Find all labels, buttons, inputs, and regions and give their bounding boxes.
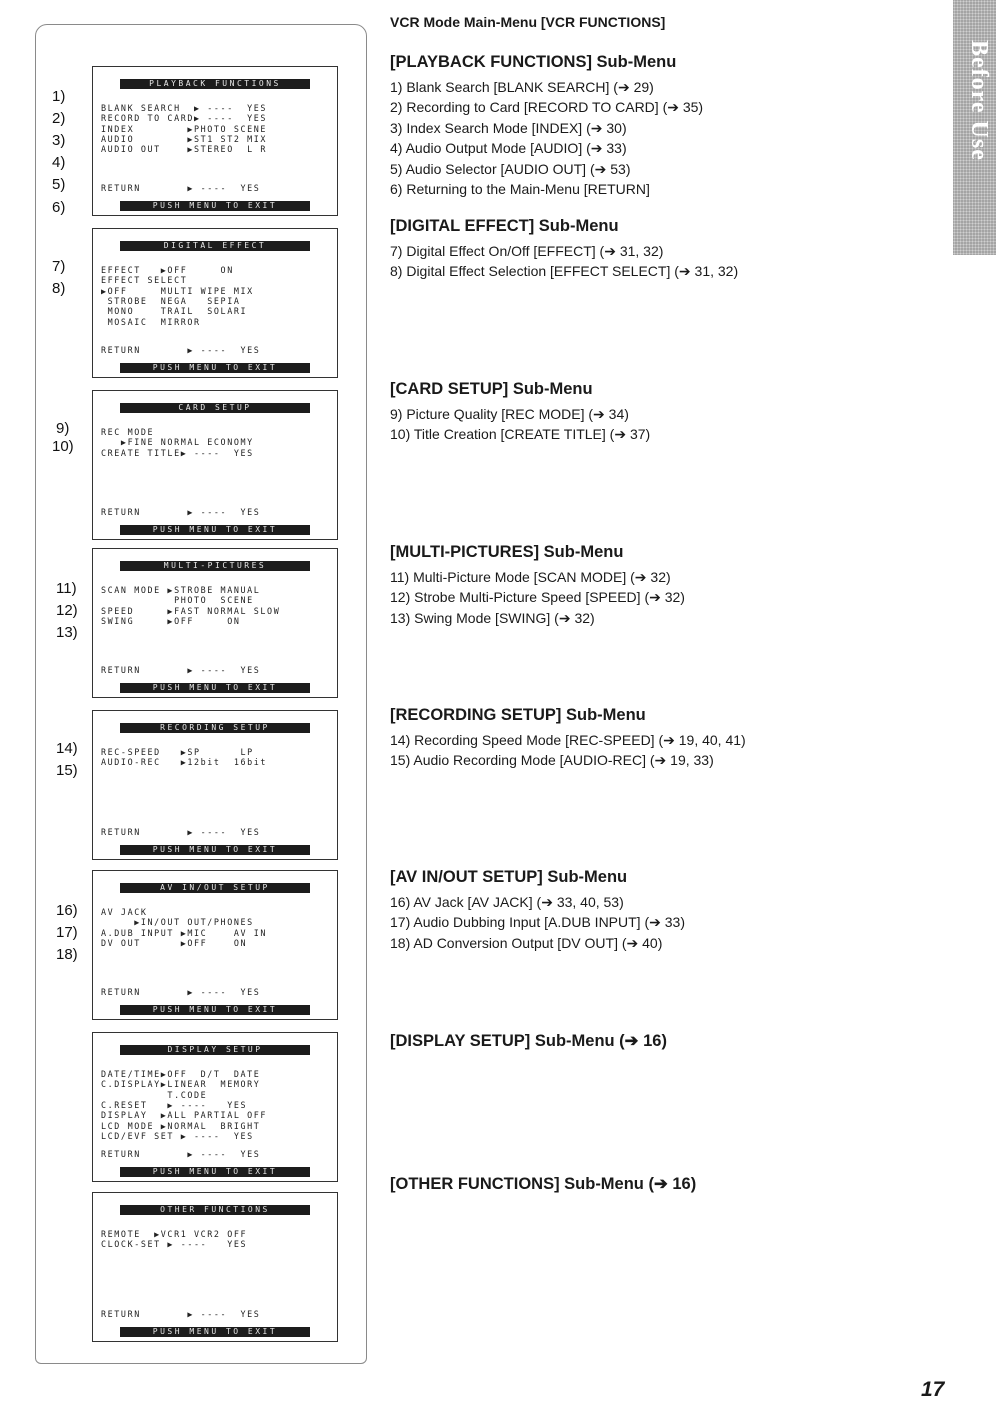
osd-line: ▶OFF MULTI WIPE MIX bbox=[101, 285, 254, 296]
submenu-item: 5) Audio Selector [AUDIO OUT] (➔ 53) bbox=[390, 160, 631, 177]
page-title: VCR Mode Main-Menu [VCR FUNCTIONS] bbox=[390, 14, 666, 30]
submenu-item: 7) Digital Effect On/Off [EFFECT] (➔ 31, 32) bbox=[390, 243, 664, 259]
osd-line: REC-SPEED ▶SP LP bbox=[101, 747, 254, 757]
osd-line: C.DISPLAY▶LINEAR MEMORY bbox=[101, 1079, 261, 1090]
callout-number: 16) bbox=[56, 902, 78, 919]
callout-number: 2) bbox=[52, 110, 66, 127]
page-number: 17 bbox=[921, 1378, 945, 1401]
submenu-item: 8) Digital Effect Selection [EFFECT SELECT] (➔ 31, 32) bbox=[390, 263, 739, 280]
osd-footer: PUSH MENU TO EXIT bbox=[120, 845, 310, 855]
callout-number: 17) bbox=[56, 924, 78, 941]
osd-line: INDEX ▶PHOTO SCENE bbox=[101, 123, 268, 134]
osd-title: AV IN/OUT SETUP bbox=[120, 883, 310, 893]
osd-line: REC MODE bbox=[101, 427, 155, 437]
submenu-item: 13) Swing Mode [SWING] (➔ 32) bbox=[390, 609, 595, 626]
osd-line: RETURN ▶ ---- YES bbox=[101, 183, 261, 193]
osd-line: EFFECT SELECT bbox=[101, 275, 188, 286]
osd-title: MULTI-PICTURES bbox=[120, 561, 310, 571]
osd-line: RETURN ▶ ---- YES bbox=[101, 987, 261, 997]
callout-number: 15) bbox=[56, 762, 78, 779]
submenu-item: 18) AD Conversion Output [DV OUT] (➔ 40) bbox=[390, 934, 663, 951]
osd-line: LCD/EVF SET ▶ ---- YES bbox=[101, 1130, 254, 1141]
submenu-item: 15) Audio Recording Mode [AUDIO-REC] (➔ 19, 33) bbox=[390, 752, 714, 769]
callout-number: 4) bbox=[52, 154, 66, 171]
osd-title: OTHER FUNCTIONS bbox=[120, 1205, 310, 1215]
submenu-item: 17) Audio Dubbing Input [A.DUB INPUT] (➔ 33) bbox=[390, 914, 685, 931]
osd-line: DV OUT ▶OFF ON bbox=[101, 937, 248, 948]
osd-screen bbox=[92, 1032, 338, 1182]
osd-line: RECORD TO CARD▶ ---- YES bbox=[101, 113, 268, 124]
osd-line: RETURN ▶ ---- YES bbox=[101, 665, 261, 675]
osd-screen bbox=[92, 870, 338, 1020]
osd-title: RECORDING SETUP bbox=[120, 723, 310, 733]
osd-line: A.DUB INPUT ▶MIC AV IN bbox=[101, 927, 268, 938]
osd-screen bbox=[92, 548, 338, 698]
osd-screen bbox=[92, 66, 338, 216]
osd-line: C.RESET ▶ ---- YES bbox=[101, 1099, 248, 1110]
osd-line: RETURN ▶ ---- YES bbox=[101, 827, 261, 837]
callout-number: 12) bbox=[56, 602, 78, 619]
osd-line: MONO TRAIL SOLARI bbox=[101, 306, 248, 317]
osd-title: DIGITAL EFFECT bbox=[120, 241, 310, 251]
callout-number: 1) bbox=[52, 88, 66, 105]
callout-number: 6) bbox=[52, 199, 66, 216]
osd-line: MOSAIC MIRROR bbox=[101, 316, 201, 327]
osd-screen bbox=[92, 228, 338, 378]
osd-line: AV JACK bbox=[101, 907, 148, 917]
osd-line: PHOTO SCENE bbox=[101, 595, 254, 606]
callout-number: 11) bbox=[56, 580, 77, 597]
osd-line: CREATE TITLE▶ ---- YES bbox=[101, 447, 254, 458]
osd-title: PLAYBACK FUNCTIONS bbox=[120, 79, 310, 89]
osd-line: SPEED ▶FAST NORMAL SLOW bbox=[101, 605, 281, 616]
osd-line: SCAN MODE ▶STROBE MANUAL bbox=[101, 585, 261, 595]
osd-screen bbox=[92, 1192, 338, 1342]
section-tab bbox=[953, 0, 996, 255]
callout-number: 7) bbox=[52, 258, 66, 275]
callout-number: 14) bbox=[56, 740, 78, 757]
submenu-item: 2) Recording to Card [RECORD TO CARD] (➔ 35) bbox=[390, 99, 704, 116]
osd-footer: PUSH MENU TO EXIT bbox=[120, 1005, 310, 1015]
osd-screen bbox=[92, 710, 338, 860]
osd-footer: PUSH MENU TO EXIT bbox=[120, 1167, 310, 1177]
submenu-heading: [DIGITAL EFFECT] Sub-Menu bbox=[390, 217, 619, 235]
callout-number: 10) bbox=[52, 438, 74, 455]
osd-line: RETURN ▶ ---- YES bbox=[101, 345, 261, 355]
osd-footer: PUSH MENU TO EXIT bbox=[120, 201, 310, 211]
submenu-item: 1) Blank Search [BLANK SEARCH] (➔ 29) bbox=[390, 79, 654, 95]
callout-number: 9) bbox=[56, 420, 70, 437]
osd-line: RETURN ▶ ---- YES bbox=[101, 1149, 261, 1159]
submenu-heading: [OTHER FUNCTIONS] Sub-Menu (➔ 16) bbox=[390, 1175, 697, 1193]
osd-line: AUDIO ▶ST1 ST2 MIX bbox=[101, 133, 268, 144]
osd-footer: PUSH MENU TO EXIT bbox=[120, 1327, 310, 1337]
osd-footer: PUSH MENU TO EXIT bbox=[120, 683, 310, 693]
osd-line: LCD MODE ▶NORMAL BRIGHT bbox=[101, 1120, 261, 1131]
osd-line: REMOTE ▶VCR1 VCR2 OFF bbox=[101, 1229, 248, 1239]
osd-line: DATE/TIME▶OFF D/T DATE bbox=[101, 1069, 261, 1079]
osd-line: STROBE NEGA SEPIA bbox=[101, 295, 241, 306]
osd-line: DISPLAY ▶ALL PARTIAL OFF bbox=[101, 1110, 268, 1121]
section-tab-label: Before Use bbox=[966, 40, 992, 161]
submenu-heading: [PLAYBACK FUNCTIONS] Sub-Menu bbox=[390, 53, 677, 71]
submenu-heading: [DISPLAY SETUP] Sub-Menu (➔ 16) bbox=[390, 1032, 667, 1050]
osd-line: ▶IN/OUT OUT/PHONES bbox=[101, 917, 254, 928]
callout-number: 18) bbox=[56, 946, 78, 963]
osd-line: AUDIO-REC ▶12bit 16bit bbox=[101, 757, 268, 768]
callout-number: 13) bbox=[56, 624, 78, 641]
osd-line: SWING ▶OFF ON bbox=[101, 615, 241, 626]
submenu-item: 6) Returning to the Main-Menu [RETURN] bbox=[390, 181, 650, 197]
osd-line: BLANK SEARCH ▶ ---- YES bbox=[101, 103, 268, 113]
submenu-heading: [RECORDING SETUP] Sub-Menu bbox=[390, 706, 646, 724]
callout-number: 5) bbox=[52, 176, 66, 193]
callout-number: 8) bbox=[52, 280, 66, 297]
osd-line: T.CODE bbox=[101, 1089, 208, 1100]
submenu-heading: [AV IN/OUT SETUP] Sub-Menu bbox=[390, 868, 628, 886]
submenu-item: 14) Recording Speed Mode [REC-SPEED] (➔ 19, 40, 41) bbox=[390, 732, 746, 748]
submenu-item: 12) Strobe Multi-Picture Speed [SPEED] (➔ 32) bbox=[390, 589, 685, 606]
callout-number: 3) bbox=[52, 132, 66, 149]
submenu-item: 3) Index Search Mode [INDEX] (➔ 30) bbox=[390, 119, 627, 136]
submenu-item: 4) Audio Output Mode [AUDIO] (➔ 33) bbox=[390, 140, 627, 157]
osd-title: CARD SETUP bbox=[120, 403, 310, 413]
osd-line: ▶FINE NORMAL ECONOMY bbox=[101, 437, 254, 448]
submenu-heading: [CARD SETUP] Sub-Menu bbox=[390, 380, 593, 398]
osd-line: RETURN ▶ ---- YES bbox=[101, 507, 261, 517]
osd-title: DISPLAY SETUP bbox=[120, 1045, 310, 1055]
submenu-item: 9) Picture Quality [REC MODE] (➔ 34) bbox=[390, 406, 629, 422]
osd-footer: PUSH MENU TO EXIT bbox=[120, 363, 310, 373]
submenu-heading: [MULTI-PICTURES] Sub-Menu bbox=[390, 543, 624, 561]
submenu-item: 11) Multi-Picture Mode [SCAN MODE] (➔ 32) bbox=[390, 569, 671, 585]
submenu-item: 10) Title Creation [CREATE TITLE] (➔ 37) bbox=[390, 426, 651, 443]
osd-line: CLOCK-SET ▶ ---- YES bbox=[101, 1239, 248, 1250]
osd-footer: PUSH MENU TO EXIT bbox=[120, 525, 310, 535]
submenu-item: 16) AV Jack [AV JACK] (➔ 33, 40, 53) bbox=[390, 894, 624, 910]
osd-line: RETURN ▶ ---- YES bbox=[101, 1309, 261, 1319]
osd-line: AUDIO OUT ▶STEREO L R bbox=[101, 144, 268, 155]
osd-screen bbox=[92, 390, 338, 540]
osd-line: EFFECT ▶OFF ON bbox=[101, 265, 234, 275]
